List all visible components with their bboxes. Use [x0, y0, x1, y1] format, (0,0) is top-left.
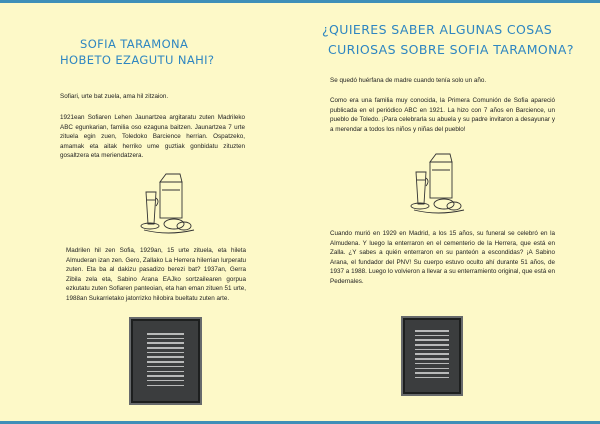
left-intro-text: Sofiari, urte bat zuela, ama hil zitzaion. — [60, 93, 169, 100]
left-paragraph-2: Madrilen hil zen Sofia, 1929an, 15 urte zituela, eta hileta Almuderan izan zen. Gero, Zallako La Herrera hilerrian lurperatu zuten. Eta ba al dakizu pasadizo berezi bat? 1937an, Gerra Zibila zela eta, Sabino Arana EAJko sortzailearen gorpua ezkutatu zuten Sofiaren panteoian, eta han eman zituen 51 urte, 1988an Sukarrietako jatorrizko hilobira bueltatu zuten arte. — [66, 247, 246, 302]
right-title-line2: CURIOSAS SOBRE SOFIA TARAMONA? — [328, 42, 574, 57]
breakfast-sketch-icon — [408, 148, 470, 216]
breakfast-sketch-icon — [138, 168, 200, 236]
left-title-line1: SOFIA TARAMONA — [80, 37, 189, 51]
left-title-line2: HOBETO EZAGUTU NAHI? — [60, 53, 215, 67]
right-intro-text: Se quedó huérfana de madre cuando tenía solo un año. — [330, 77, 487, 84]
right-paragraph-1: Como era una familia muy conocida, la Primera Comunión de Sofia apareció publicada en el periódico ABC en 1921. La hizo con 7 años en Barcience, un pueblo de Toledo. ¡Para celebrarla su abuela y su padre invitaron a desayunar y a merendar a todos los niños y niñas del pueblo! — [330, 97, 555, 133]
memorial-plaque-photo — [131, 319, 200, 403]
right-page-title — [322, 20, 574, 60]
right-paragraph-2: Cuando murió en 1929 en Madrid, a los 15 años, su funeral se celebró en la Almudena. Y luego la enterraron en el cementerio de la Herrera, que está en Zalla. ¿Y sabes a quién enterraron en su panteón a escondidas? ¡A Sabino Arana, el fundador del PNV! Su cuerpo estuvo oculto ahí durante 51 años, de 1937 a 1988. Luego lo volvieron a llevar a su enterramiento original, que está en Pedernales. — [330, 230, 555, 285]
memorial-plaque-photo — [403, 318, 461, 394]
right-page — [300, 0, 600, 424]
right-title-line1: ¿QUIERES SABER ALGUNAS COSAS — [322, 22, 553, 37]
left-paragraph-1: 1921ean Sofiaren Lehen Jaunartzea argitaratu zuten Madrileko ABC egunkarian, familia oso ezaguna baitzen. Jaunartzea 7 urte zituela egin zuen, Toledoko Barcience herrian. Ospatzeko, amamak eta aitak herriko ume guztiak gonbidatu zituzten gosaltzera eta meriendatzera. — [60, 114, 245, 160]
left-page-title — [60, 36, 214, 68]
